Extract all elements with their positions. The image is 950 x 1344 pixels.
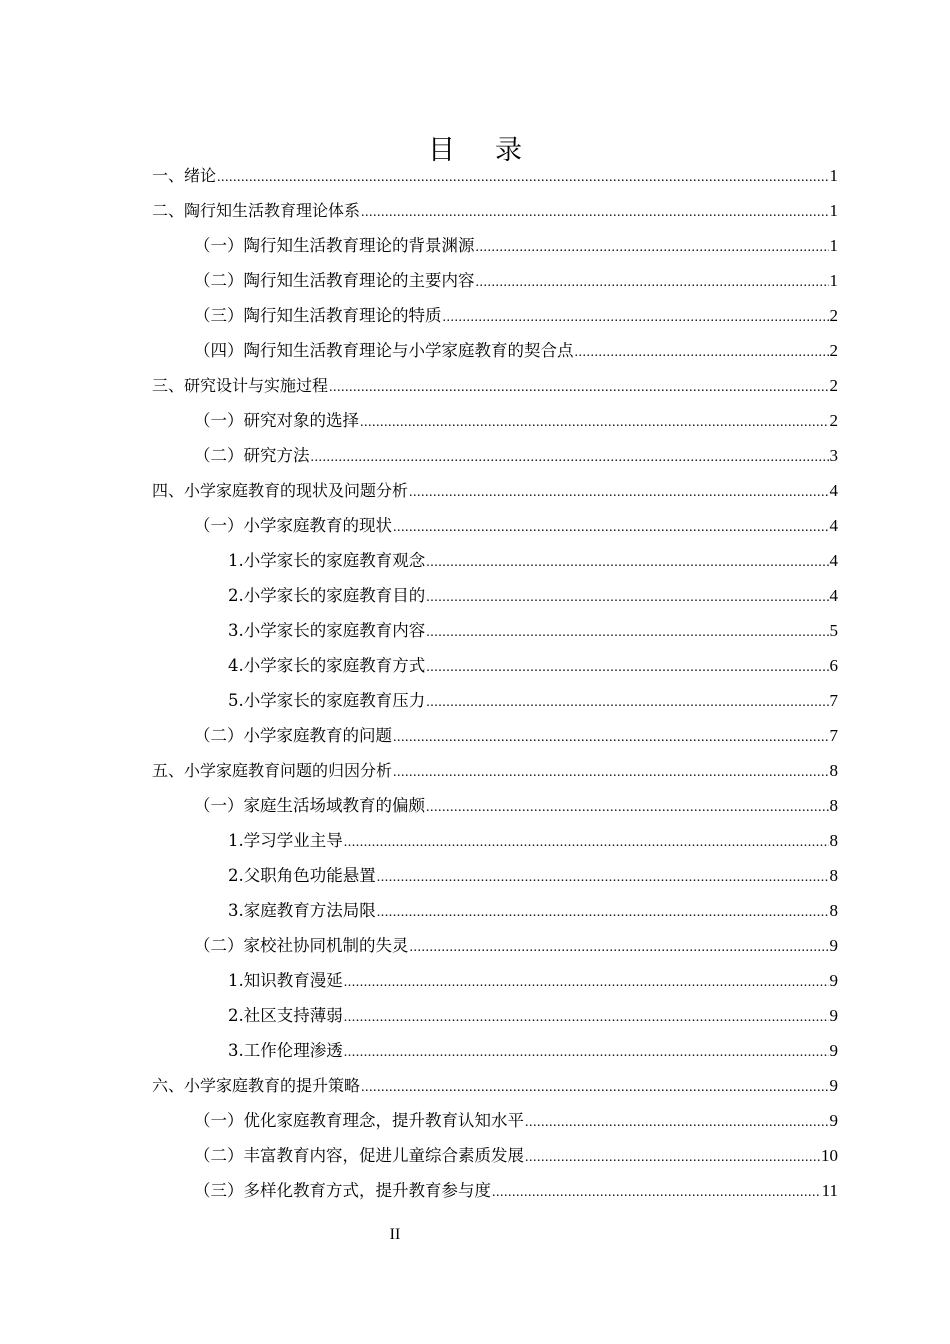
toc-entry-label: （一）小学家庭教育的现状	[194, 516, 392, 535]
toc-leader-dots	[476, 265, 829, 300]
toc-entry[interactable]	[152, 263, 838, 298]
toc-entry-page: 1	[829, 236, 838, 255]
toc-entry[interactable]	[152, 1033, 838, 1068]
toc-title: 目录	[428, 135, 562, 167]
toc-leader-dots	[426, 615, 828, 650]
toc-entry-page: 7	[829, 691, 838, 710]
toc-entry-page: 9	[829, 1041, 838, 1060]
toc-entry-page: 8	[829, 831, 838, 850]
toc-leader-dots	[525, 1105, 829, 1140]
toc-entry-page: 2	[829, 341, 838, 360]
toc-leader-dots	[377, 860, 829, 895]
toc-entry[interactable]	[152, 928, 838, 963]
toc-entry[interactable]	[152, 1068, 838, 1103]
toc-leader-dots	[377, 895, 829, 930]
toc-entry-label: 3.工作伦理渗透	[228, 1041, 343, 1060]
toc-leader-dots	[426, 650, 828, 685]
toc-entry[interactable]	[152, 1173, 838, 1208]
toc-entry-page: 4	[829, 551, 838, 570]
toc-entry-page: 10	[821, 1146, 838, 1165]
toc-entry-label: （二）丰富教育内容，促进儿童综合素质发展	[194, 1146, 524, 1165]
toc-leader-dots	[426, 580, 828, 615]
toc-entry-label: 4.小学家长的家庭教育方式	[228, 656, 426, 675]
toc-entry-label: （三）陶行知生活教育理论的特质	[194, 306, 442, 325]
toc-entry[interactable]	[152, 438, 838, 473]
toc-leader-dots	[443, 300, 829, 335]
toc-leader-dots	[476, 230, 829, 265]
table-of-contents	[152, 158, 838, 1208]
toc-entry-page: 11	[821, 1181, 838, 1200]
toc-leader-dots	[525, 1140, 820, 1175]
toc-entry-label: 2.小学家长的家庭教育目的	[228, 586, 426, 605]
toc-leader-dots	[492, 1175, 821, 1210]
toc-entry-page: 9	[829, 1111, 838, 1130]
toc-entry[interactable]	[152, 298, 838, 333]
toc-entry[interactable]	[152, 998, 838, 1033]
toc-leader-dots	[426, 790, 829, 825]
toc-entry-label: （二）家校社协同机制的失灵	[194, 936, 409, 955]
toc-leader-dots	[393, 755, 828, 790]
toc-entry[interactable]	[152, 1138, 838, 1173]
toc-leader-dots	[344, 825, 829, 860]
toc-leader-dots	[361, 195, 828, 230]
toc-entry-label: 四、小学家庭教育的现状及问题分析	[152, 481, 409, 500]
toc-leader-dots	[344, 1000, 829, 1035]
toc-entry-page: 8	[829, 796, 838, 815]
toc-leader-dots	[410, 930, 829, 965]
toc-entry-label: （一）家庭生活场域教育的偏颇	[194, 796, 425, 815]
toc-entry-label: （二）小学家庭教育的问题	[194, 726, 392, 745]
toc-entry[interactable]	[152, 333, 838, 368]
toc-entry-page: 8	[829, 866, 838, 885]
toc-entry-label: 一、绪论	[152, 166, 217, 185]
toc-entry-page: 1	[829, 201, 838, 220]
toc-leader-dots	[329, 370, 828, 405]
toc-entry[interactable]	[152, 788, 838, 823]
toc-entry-label: （四）陶行知生活教育理论与小学家庭教育的契合点	[194, 341, 574, 360]
toc-entry-label: （二）陶行知生活教育理论的主要内容	[194, 271, 475, 290]
toc-entry[interactable]	[152, 193, 838, 228]
toc-entry-page: 8	[829, 901, 838, 920]
toc-entry-label: 5.小学家长的家庭教育压力	[228, 691, 426, 710]
toc-leader-dots	[344, 1035, 829, 1070]
toc-entry[interactable]	[152, 718, 838, 753]
toc-entry-page: 9	[829, 1006, 838, 1025]
toc-leader-dots	[344, 965, 829, 1000]
toc-entry-page: 3	[829, 446, 838, 465]
toc-leader-dots	[393, 720, 829, 755]
toc-entry-label: 六、小学家庭教育的提升策略	[152, 1076, 361, 1095]
toc-entry-label: 五、小学家庭教育问题的归因分析	[152, 761, 393, 780]
toc-entry-page: 4	[829, 586, 838, 605]
toc-entry-label: 二、陶行知生活教育理论体系	[152, 201, 361, 220]
toc-entry-page: 4	[829, 481, 838, 500]
toc-entry-label: 3.小学家长的家庭教育内容	[228, 621, 426, 640]
toc-entry-page: 9	[829, 936, 838, 955]
toc-leader-dots	[409, 475, 828, 510]
toc-entry-label: 3.家庭教育方法局限	[228, 901, 376, 920]
toc-entry[interactable]	[152, 543, 838, 578]
toc-leader-dots	[393, 510, 829, 545]
toc-entry[interactable]	[152, 403, 838, 438]
toc-entry-label: （一）陶行知生活教育理论的背景渊源	[194, 236, 475, 255]
toc-entry-page: 9	[829, 1076, 838, 1095]
toc-entry-page: 9	[829, 971, 838, 990]
toc-entry-page: 1	[829, 271, 838, 290]
toc-entry-page: 2	[829, 376, 838, 395]
toc-entry[interactable]	[152, 963, 838, 998]
toc-leader-dots	[217, 160, 828, 195]
toc-entry[interactable]	[152, 893, 838, 928]
toc-leader-dots	[311, 440, 829, 475]
toc-entry[interactable]	[152, 368, 838, 403]
toc-entry-label: 1.学习学业主导	[228, 831, 343, 850]
toc-entry-page: 8	[829, 761, 838, 780]
toc-entry[interactable]	[152, 473, 838, 508]
toc-entry[interactable]	[152, 823, 838, 858]
toc-leader-dots	[575, 335, 829, 370]
toc-entry[interactable]	[152, 508, 838, 543]
toc-entry-page: 2	[829, 306, 838, 325]
toc-leader-dots	[361, 1070, 828, 1105]
toc-entry[interactable]	[152, 858, 838, 893]
toc-entry-label: 2.父职角色功能悬置	[228, 866, 376, 885]
toc-entry[interactable]	[152, 158, 838, 193]
toc-entry-page: 4	[829, 516, 838, 535]
toc-entry-label: 1.知识教育漫延	[228, 971, 343, 990]
toc-leader-dots	[360, 405, 829, 440]
toc-entry-page: 5	[829, 621, 838, 640]
toc-entry-label: 三、研究设计与实施过程	[152, 376, 329, 395]
toc-entry-label: （二）研究方法	[194, 446, 310, 465]
toc-leader-dots	[426, 685, 828, 720]
toc-leader-dots	[426, 545, 828, 580]
toc-entry-page: 6	[829, 656, 838, 675]
toc-entry-label: 1.小学家长的家庭教育观念	[228, 551, 426, 570]
toc-entry[interactable]	[152, 648, 838, 683]
toc-entry-page: 7	[829, 726, 838, 745]
toc-entry-label: 2.社区支持薄弱	[228, 1006, 343, 1025]
toc-entry[interactable]	[152, 1103, 838, 1138]
toc-entry[interactable]	[152, 683, 838, 718]
toc-entry-label: （一）研究对象的选择	[194, 411, 359, 430]
toc-entry[interactable]	[152, 578, 838, 613]
toc-entry-page: 2	[829, 411, 838, 430]
toc-entry-label: （三）多样化教育方式，提升教育参与度	[194, 1181, 491, 1200]
toc-entry-page: 1	[829, 166, 838, 185]
toc-entry[interactable]	[152, 613, 838, 648]
toc-entry[interactable]	[152, 228, 838, 263]
toc-entry[interactable]	[152, 753, 838, 788]
toc-entry-label: （一）优化家庭教育理念，提升教育认知水平	[194, 1111, 524, 1130]
page-number: II	[389, 1226, 401, 1243]
